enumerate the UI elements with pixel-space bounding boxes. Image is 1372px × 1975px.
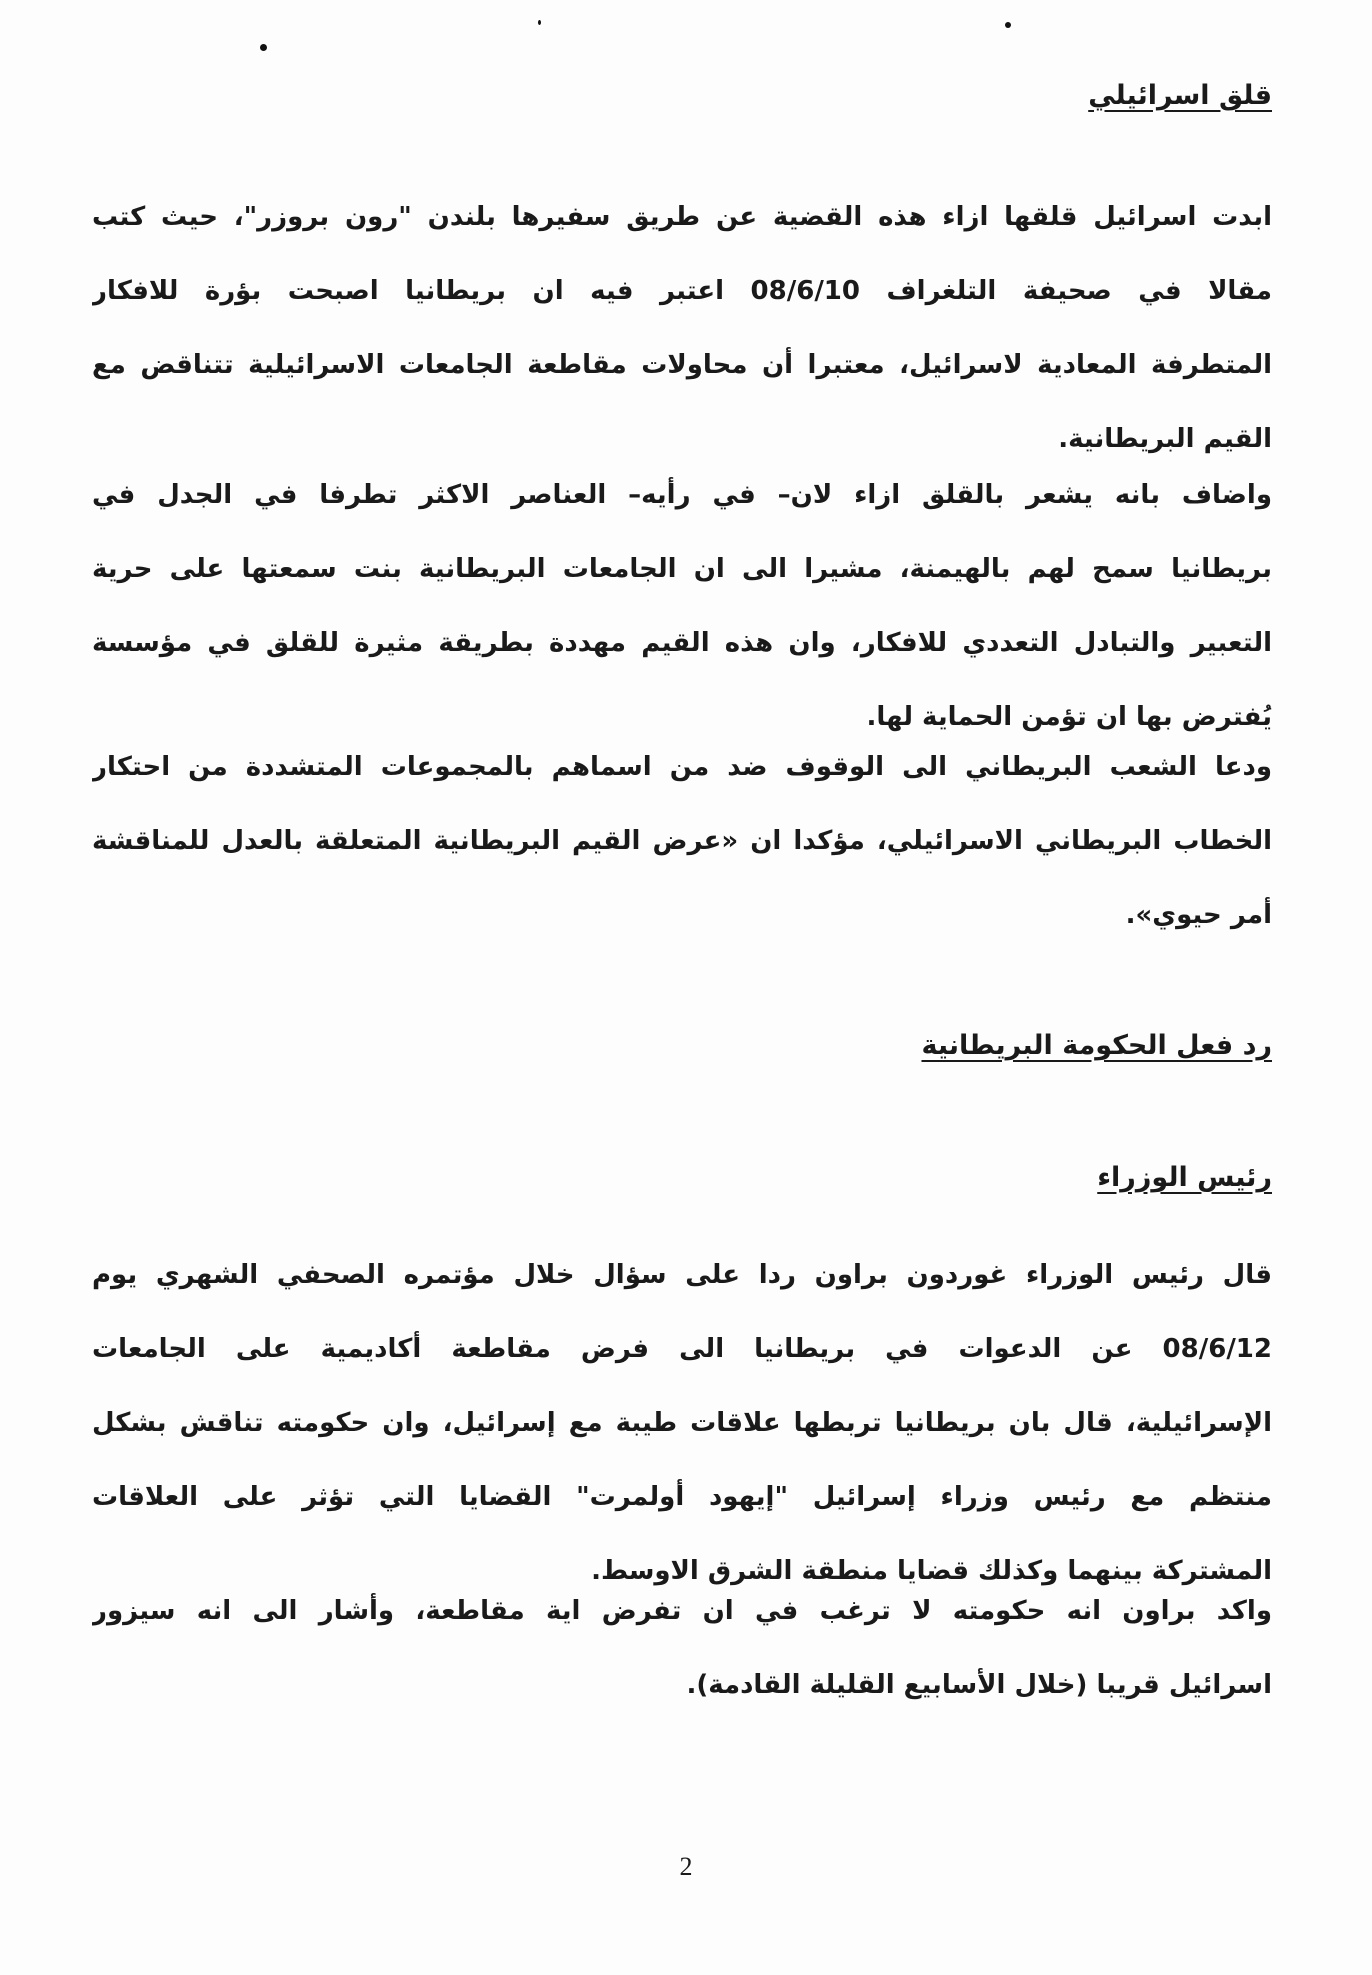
subsection-heading-prime-minister: رئيس الوزراء [1097, 1162, 1272, 1193]
paragraph-4 [92, 1238, 1272, 1608]
text-line: واضاف بانه يشعر بالقلق ازاء لان– في رأيه– العناصر الاكثر تطرفا في الجدل في [92, 480, 1272, 510]
text-line: الخطاب البريطاني الاسرائيلي، مؤكدا ان «عرض القيم البريطانية المتعلقة بالعدل للمناقشة [92, 826, 1272, 856]
text-line: اسرائيل قريبا (خلال الأسابيع القليلة القادمة). [686, 1670, 1272, 1700]
section-heading-israeli-concern: قلق اسرائيلي [1088, 80, 1272, 111]
text-line: أمر حيوي». [1125, 900, 1272, 930]
section-heading-government-reaction: رد فعل الحكومة البريطانية [921, 1030, 1272, 1061]
scan-speck [538, 20, 541, 25]
text-line: ودعا الشعب البريطاني الى الوقوف ضد من اسماهم بالمجموعات المتشددة من احتكار [92, 752, 1272, 782]
text-line: يُفترض بها ان تؤمن الحماية لها. [866, 702, 1272, 732]
text-line: القيم البريطانية. [1058, 424, 1272, 454]
paragraph-5 [92, 1574, 1272, 1722]
scan-speck [260, 44, 267, 51]
text-line: 08/6/12 عن الدعوات في بريطانيا الى فرض مقاطعة أكاديمية على الجامعات [92, 1334, 1272, 1364]
page-number: 2 [679, 1852, 693, 1881]
text-line: الإسرائيلية، قال بان بريطانيا تربطها علاقات طيبة مع إسرائيل، وان حكومته تناقش بشكل [92, 1408, 1272, 1438]
text-line: التعبير والتبادل التعددي للافكار، وان هذه القيم مهددة بطريقة مثيرة للقلق في مؤسسة [92, 628, 1272, 658]
text-line: قال رئيس الوزراء غوردون براون ردا على سؤال خلال مؤتمره الصحفي الشهري يوم [92, 1260, 1272, 1290]
text-line: واكد براون انه حكومته لا ترغب في ان تفرض اية مقاطعة، وأشار الى انه سيزور [92, 1596, 1272, 1626]
text-line: ابدت اسرائيل قلقها ازاء هذه القضية عن طريق سفيرها بلندن "رون بروزر"، حيث كتب [92, 202, 1272, 232]
paragraph-3 [92, 730, 1272, 952]
text-line: منتظم مع رئيس وزراء إسرائيل "إيهود أولمرت" القضايا التي تؤثر على العلاقات [92, 1482, 1272, 1512]
text-line: مقالا في صحيفة التلغراف 08/6/10 اعتبر فيه ان بريطانيا اصبحت بؤرة للافكار [92, 276, 1272, 306]
paragraph-2 [92, 458, 1272, 754]
text-line: بريطانيا سمح لهم بالهيمنة، مشيرا الى ان الجامعات البريطانية بنت سمعتها على حرية [92, 554, 1272, 584]
paragraph-1 [92, 180, 1272, 476]
text-line: المشتركة بينهما وكذلك قضايا منطقة الشرق الاوسط. [591, 1556, 1272, 1586]
text-line: المتطرفة المعادية لاسرائيل، معتبرا أن محاولات مقاطعة الجامعات الاسرائيلية تتناقض مع [92, 350, 1272, 380]
scan-speck [1005, 22, 1011, 28]
